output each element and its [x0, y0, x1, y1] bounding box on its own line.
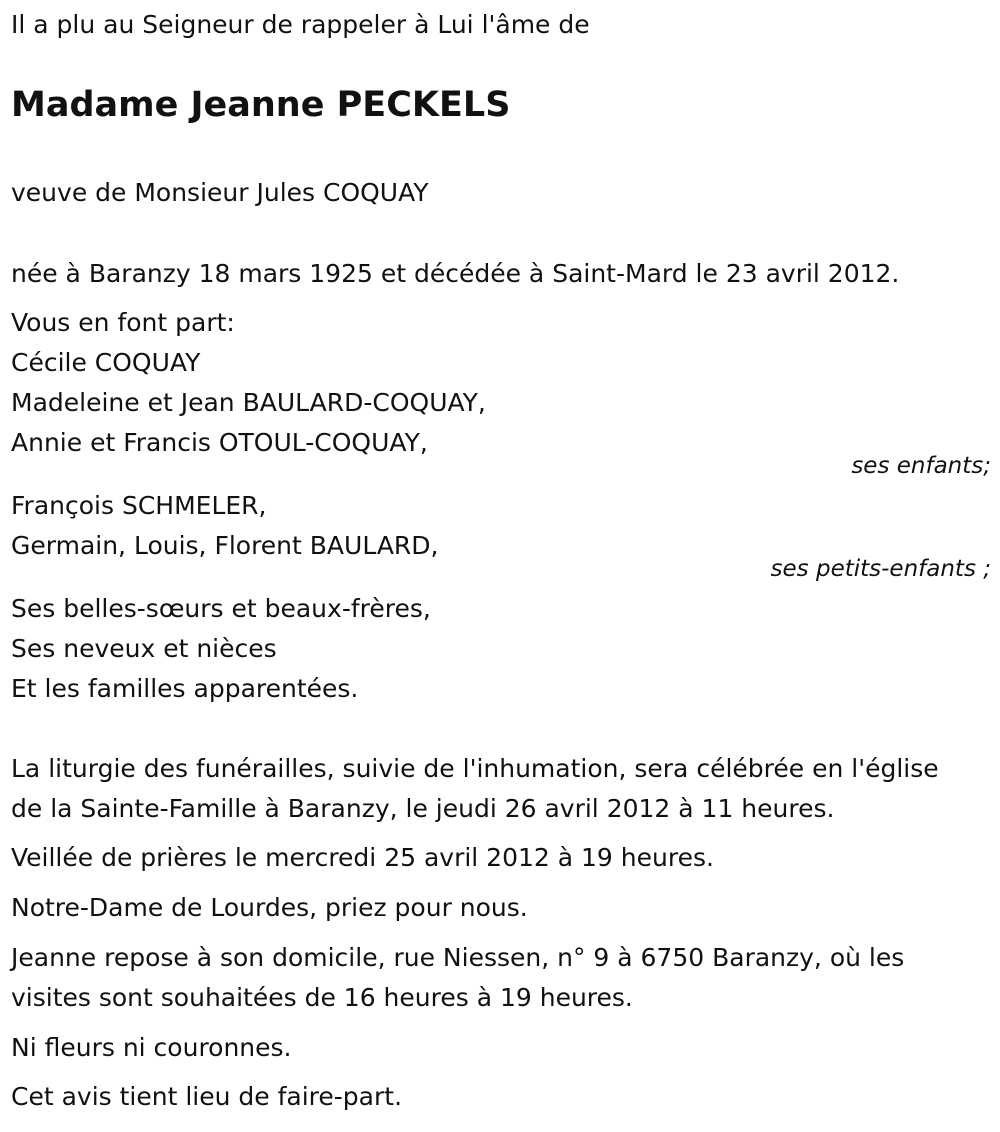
- flowers-text: Ni fleurs ni couronnes.: [11, 1033, 292, 1062]
- grandchild-name: Germain, Louis, Florent BAULARD,: [11, 531, 439, 560]
- relative-line: Ses belles-sœurs et beaux-frères,: [11, 594, 431, 623]
- children-label: ses enfants;: [851, 453, 991, 479]
- grandchild-name: François SCHMELER,: [11, 491, 267, 520]
- notice-text: Cet avis tient lieu de faire-part.: [11, 1082, 403, 1111]
- rest-text: Jeanne repose à son domicile, rue Niessen, n° 9 à 6750 Baranzy, où les: [11, 943, 905, 972]
- relative-line: Ses neveux et nièces: [11, 634, 277, 663]
- child-name: Madeleine et Jean BAULARD-COQUAY,: [11, 388, 486, 417]
- grandchildren-label: ses petits-enfants ;: [770, 556, 991, 582]
- prayer-text: Notre-Dame de Lourdes, priez pour nous.: [11, 893, 528, 922]
- widow-of-text: veuve de Monsieur Jules COQUAY: [11, 178, 429, 207]
- deceased-name: Madame Jeanne PECKELS: [11, 85, 511, 125]
- child-name: Cécile COQUAY: [11, 348, 201, 377]
- liturgy-text: La liturgie des funérailles, suivie de l'inhumation, sera célébrée en l'église: [11, 754, 939, 783]
- intro-text: Il a plu au Seigneur de rappeler à Lui l'âme de: [11, 10, 590, 39]
- vigil-text: Veillée de prières le mercredi 25 avril 2012 à 19 heures.: [11, 843, 714, 872]
- child-name: Annie et Francis OTOUL-COQUAY,: [11, 428, 428, 457]
- announcers-intro: Vous en font part:: [11, 308, 235, 337]
- liturgy-text: de la Sainte-Famille à Baranzy, le jeudi 26 avril 2012 à 11 heures.: [11, 794, 835, 823]
- birth-death-text: née à Baranzy 18 mars 1925 et décédée à Saint-Mard le 23 avril 2012.: [11, 259, 900, 288]
- relative-line: Et les familles apparentées.: [11, 674, 359, 703]
- rest-text: visites sont souhaitées de 16 heures à 19 heures.: [11, 983, 633, 1012]
